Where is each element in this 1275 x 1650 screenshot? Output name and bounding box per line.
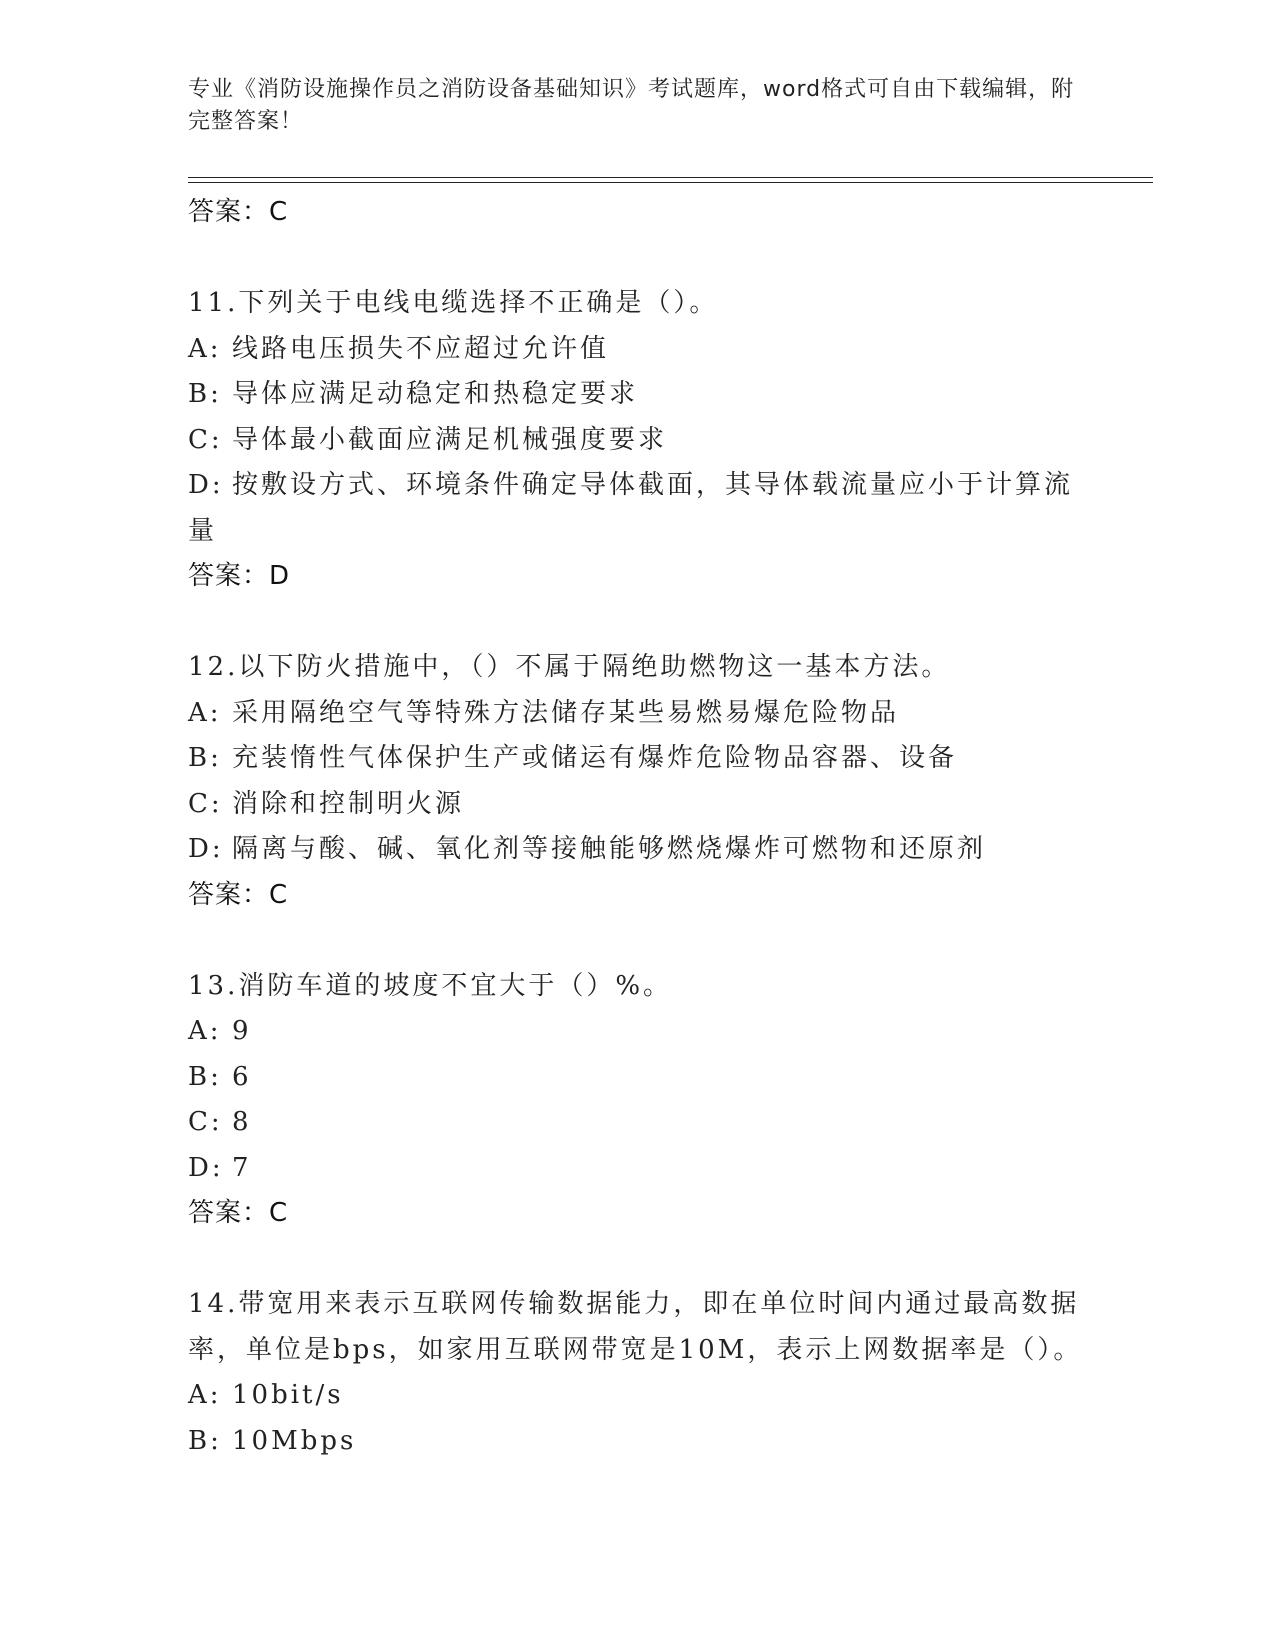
question-stem: 12.以下防火措施中，（）不属于隔绝助燃物这一基本方法。	[188, 652, 951, 682]
option-text: 线路电压损失不应超过允许值	[232, 333, 610, 364]
question-block	[188, 1282, 1088, 1464]
option-text: 6	[232, 1061, 252, 1092]
option-line	[188, 1146, 1088, 1192]
block-gap	[188, 234, 1088, 281]
option-text: 导体最小截面应满足机械强度要求	[232, 424, 668, 455]
option-text: 10bit/s	[232, 1380, 344, 1410]
option-text: 消除和控制明火源	[232, 788, 465, 819]
option-line	[188, 1373, 1088, 1419]
option-text: 7	[232, 1152, 252, 1183]
option-key: C:	[188, 424, 223, 455]
question-block	[188, 964, 1088, 1236]
option-key: B:	[188, 379, 222, 409]
option-text: 9	[232, 1016, 252, 1046]
option-key: D:	[188, 834, 224, 864]
option-key: B:	[188, 743, 222, 773]
option-text: 采用隔绝空气等特殊方法储存某些易燃易爆危险物品	[232, 697, 900, 728]
option-key: A:	[188, 1380, 222, 1410]
option-line	[188, 372, 1088, 418]
question-stem: 14.带宽用来表示互联网传输数据能力，即在单位时间内通过最高数据率，单位是bps，如家用互联网带宽是10M，表示上网数据率是（）。	[188, 1289, 1083, 1365]
option-text: 8	[232, 1107, 252, 1137]
option-line	[188, 1055, 1088, 1101]
option-key: D:	[188, 470, 224, 500]
option-line	[188, 418, 1088, 464]
answer-line: 答案：C	[188, 197, 289, 227]
option-key: C:	[188, 1107, 223, 1137]
question-block	[188, 281, 1088, 598]
option-line	[188, 782, 1088, 828]
option-line	[188, 1100, 1088, 1146]
header-rule-bottom	[188, 182, 1153, 183]
option-key: A:	[188, 697, 222, 728]
option-key: A:	[188, 1016, 222, 1046]
option-line	[188, 463, 1088, 554]
option-text: 隔离与酸、碱、氧化剂等接触能够燃烧爆炸可燃物和还原剂	[232, 834, 987, 864]
block-gap	[188, 917, 1088, 964]
option-line	[188, 827, 1088, 873]
option-line	[188, 1419, 1088, 1465]
question-stem: 11.下列关于电线电缆选择不正确是（）。	[188, 288, 719, 318]
option-key: B:	[188, 1061, 222, 1092]
option-key: C:	[188, 788, 223, 819]
answer-line: 答案：C	[188, 1198, 289, 1228]
header-rule-top	[188, 177, 1153, 178]
page-header: 专业《消防设施操作员之消防设备基础知识》考试题库，word格式可自由下载编辑，附完整答案！	[188, 77, 1075, 134]
block-gap	[188, 1235, 1088, 1282]
option-text: 充装惰性气体保护生产或储运有爆炸危险物品容器、设备	[232, 743, 958, 773]
option-text: 导体应满足动稳定和热稳定要求	[232, 379, 639, 409]
block-gap	[188, 598, 1088, 645]
question-block	[188, 645, 1088, 917]
question-list	[188, 190, 1088, 1464]
option-key: B:	[188, 1425, 222, 1456]
option-line	[188, 736, 1088, 782]
option-text: 按敷设方式、环境条件确定导体截面，其导体载流量应小于计算流量	[188, 470, 1074, 546]
option-line	[188, 327, 1088, 373]
option-key: A:	[188, 333, 222, 364]
option-text: 10Mbps	[232, 1425, 357, 1456]
answer-line: 答案：C	[188, 879, 289, 910]
question-stem: 13.消防车道的坡度不宜大于（）%。	[188, 970, 673, 1001]
option-line	[188, 1009, 1088, 1055]
answer-line: 答案：D	[188, 561, 291, 591]
option-key: D:	[188, 1152, 224, 1183]
option-line	[188, 691, 1088, 737]
